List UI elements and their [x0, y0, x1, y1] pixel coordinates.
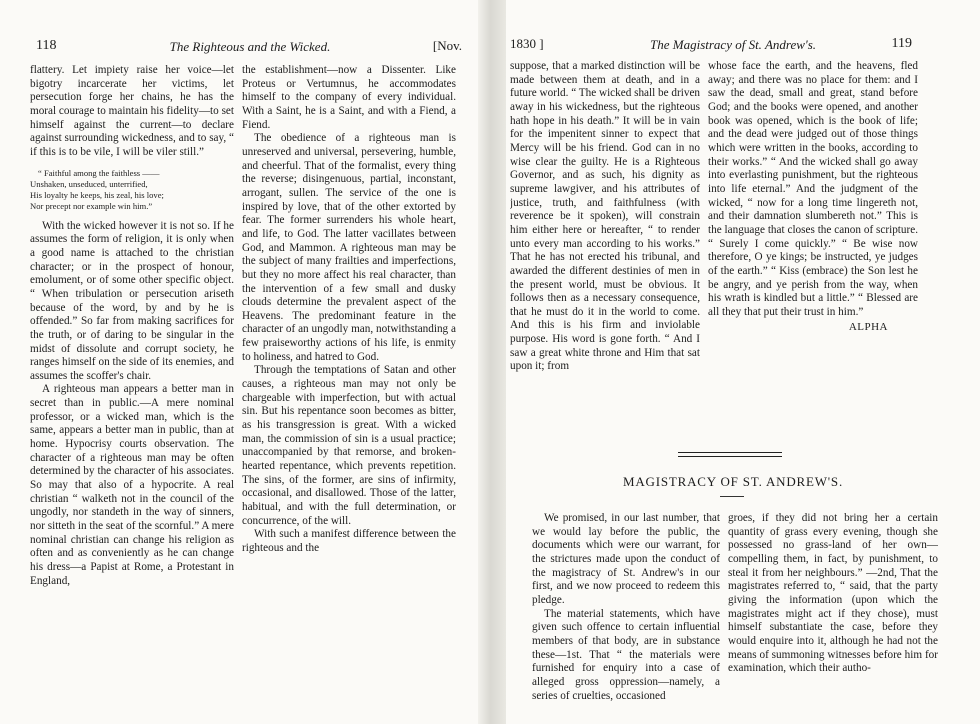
- right-page-header: [510, 36, 956, 58]
- running-title: The Righteous and the Wicked.: [169, 39, 331, 54]
- right-column-3: [532, 512, 720, 703]
- running-title: The Magistracy of St. Andrew's.: [650, 37, 816, 52]
- paragraph: the establishment—now a Dissenter. Like Proteus or Vertumnus, he accommodates himself to the company of every individual. With a Saint, he is a Saint, and with a Fiend, a Fiend.: [242, 64, 456, 131]
- right-column-1: [510, 60, 700, 374]
- paragraph: Through the temptations of Satan and other causes, a righteous man may not only be chargeable with imperfection, but with actual sin. But his repentance soon becomes as bitter, as his transgression is great. With a wicked man, the commission of sin is a usual practice; unaccompanied by that remorse, and broken-hearted repentance, which prevents repetition. The sins, of the former, are sins of infirmity, occasional, and disallowed. Those of the latter, habitual, and with the full determination, or concurrence, of the will.: [242, 364, 456, 527]
- section-title: MAGISTRACY OF ST. ANDREW'S.: [622, 474, 844, 489]
- verse-quote: [30, 168, 234, 212]
- verse-line: Unshaken, unseduced, unterrified,: [30, 178, 148, 189]
- right-page: [510, 0, 956, 724]
- paragraph: The material statements, which have given such offence to certain influential members of that body, are in substance these—1st. That “ the materials were furnished for enquiry into a case of alleged gross oppression—namely, a series of cruelties, occasioned: [532, 607, 720, 702]
- paragraph: groes, if they did not bring her a certain quantity of grass every evening, though she possessed no grass-land of her own—compelling them, in fact, by punishment, to steal it from her neighbours.” —2nd, That the magistrates referred to, “ said, that the party giving the information (upon which the magistrates might act if they chose), must himself substantiate the case, before they would enquire into it, although he had not the means of summoning witnesses before him for examination, which their autho-: [728, 512, 938, 675]
- paragraph: The obedience of a righteous man is unreserved and universal, persevering, humble, and cheerful. That of the formalist, every thing the reverse; disingenuous, partial, inconstant, arrogant, sullen. The service of the one is inspired by love, that of the other extorted by fear. The former surrenders his whole heart, and life, to God. The latter vacillates between God, and Mammon. A righteous man may be the subject of many frailties and imperfections, but they no more affect his real character, than the intervention of a few small and dusky clouds determine the prevalent aspect of the Heavens. The predominant feature in the character of an ungodly man, notwithstanding a few praiseworthy actions of his life, is enmity to holiness, and hatred to God.: [242, 132, 456, 363]
- left-page: [30, 0, 470, 724]
- verse-line: His loyalty he keeps, his zeal, his love;: [30, 189, 164, 200]
- paragraph: With such a manifest difference between the righteous and the: [242, 528, 456, 554]
- left-page-header: [30, 38, 470, 60]
- header-date: [Nov.: [432, 38, 462, 53]
- paragraph: flattery. Let impiety raise her voice—let bigotry incarcerate her victims, let persecution forge her chains, he has the moral courage to maintain his fidelity—to set himself against the current—to declare against surrounding wickedness, and to say, “ if this is to be vile, I will be viler still.”: [30, 64, 234, 158]
- page-number: 119: [891, 36, 912, 51]
- right-column-4: [728, 512, 938, 676]
- verse-line: Nor precept nor example win him.”: [30, 200, 153, 211]
- section-divider: [678, 452, 782, 457]
- paragraph: We promised, in our last number, that we would lay before the public, the documents which were our warrant, for the strictures made upon the conduct of the magistracy of St. Andrew's in our first, and we now proceed to redeem this pledge.: [532, 512, 720, 606]
- paragraph: A righteous man appears a better man in secret than in public.—A mere nominal professor, or a wicked man, which is the same, appears a better man in public, than at home. Hypocrisy courts observation. The character of a righteous man may be often determined by the character of his associates. So may that also of a hypocrite. A real christian “ walketh not in the council of the ungodly, nor standeth in the way of sinners, nor sitteth in the seat of the scornful.” A mere nominal christian can change his religion as often and as conveniently as he can change his dress—a Papist at Rome, a Protestant in England,: [30, 383, 234, 587]
- verse-line: “ Faithful among the faithless ——: [38, 167, 160, 178]
- page-number: 118: [36, 38, 57, 53]
- right-column-2: [708, 60, 918, 333]
- paragraph: With the wicked however it is not so. If he assumes the form of religion, it is only when a good name is attached to the christian character; or in the prospect of honour, emolument, or of some other specific object. “ When tribulation or persecution ariseth because of the word, by and by he is offended.” So far from making sacrifices for the truth, or of daring to be singular in the midst of dissolute and corrupt society, he ranges himself on the side of its enemies, and assumes the scoffer's chair.: [30, 219, 234, 382]
- header-date: 1830 ]: [510, 36, 544, 51]
- book-gutter: [478, 0, 506, 724]
- paragraph: suppose, that a marked distinction will be made between them at death, and in a future world. “ The wicked shall be driven away in his wickedness, but the righteous hath hope in his death.” It will be in vain for the impenitent sinner to expect that Mercy will be his friend. God can in no wise clear the guilty. He is a Righteous Governor, and as such, his dignity as supreme lawgiver, and his attributes of justice, truth, and faithfulness (with reverence be it spoken), will constrain him either here or hereafter, “ to render unto every man according to his works.” That he has not erected his tribunal, and awarded the different destinies of men in the present world, must be obvious. It follows then as a necessary consequence, that he must do it in the world to come. And this is his firm and inviolable purpose. His word is gone forth. “ And I saw a great white throne and Him that sat upon it; from: [510, 60, 700, 373]
- title-underline: [720, 496, 744, 497]
- paragraph: whose face the earth, and the heavens, fled away; and there was no place for them: and I saw the dead, small and great, stand before God; and the books were opened, and another book was opened, which is the book of life; and the dead were judged out of those things which were written in the books, according to their works.” “ And the wicked shall go away into everlasting punishment, but the righteous into life eternal.” And the judgment of the wicked, “ now for a long time lingereth not, and their damnation slumbereth not.” This is the language that closes the canon of scripture. “ Surely I come quickly.” “ Be wise now therefore, O ye kings; be instructed, ye judges of the earth.” “ Kiss (embrace) the Son lest he be angry, and ye perish from the way, when his wrath is kindled but a little.” “ Blessed are all they that put their trust in him.”: [708, 60, 918, 318]
- left-column-1: [30, 64, 234, 588]
- signature: ALPHA: [848, 321, 888, 334]
- left-column-2: [242, 64, 456, 556]
